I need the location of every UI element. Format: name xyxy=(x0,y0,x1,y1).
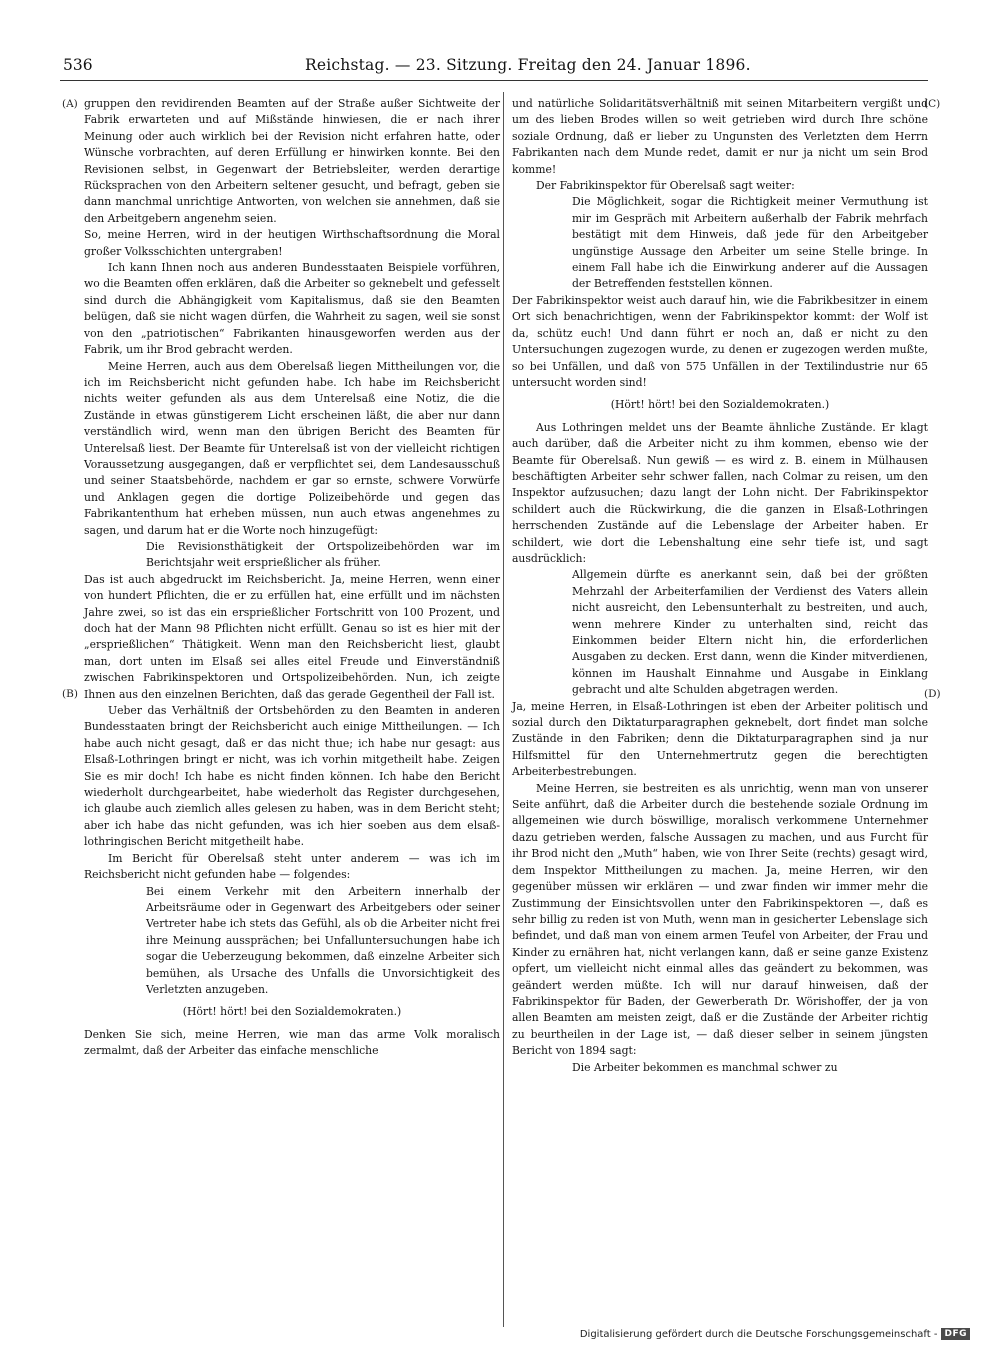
digitization-credit xyxy=(580,1324,970,1344)
paragraph: gruppen den revidirenden Beamten auf der Straße außer Sichtweite der Fabrik erwarteten und auf Mißstände hinwiesen, die er nach ihrer Meinung oder auch wirklich bei der Revision nicht erfahren hatte, oder Wünsche vorbrachten, auf deren Erfüllung er hinwirken konnte. Bei den Revisionen selbst, in Gegenwart der Betriebsleiter, werden derartige Rücksprachen von den Arbeitern seltener gesucht, und befragt, geben sie dann manchmal unrichtige Antworten, von welchen sie annehmen, daß sie den Arbeitgebern angenehm seien. xyxy=(84,97,500,225)
paragraph: Der Fabrikinspektor weist auch darauf hin, wie die Fabrikbesitzer in einem Ort sich benachrichtigen, wenn der Fabrikinspektor kommt: der Wolf ist da, schütz euch! Und dann führt er noch an, daß er nicht zu den Untersuchungen zugezogen wurde, zu denen er zugezogen werden mußte, so bei Unfällen, und daß von 575 Unfällen in der Textilindustrie nur 65 untersucht worden sind! xyxy=(512,293,928,389)
page-number: 536 xyxy=(63,56,93,74)
header-rule xyxy=(60,80,928,81)
paragraph: Das ist auch abgedruckt im Reichsbericht. Ja, meine Herren, wenn einer von hundert Pflichten, die er zu erfüllen hat, eine erfüllt und im nächsten Jahre zwei, so ist das ein ersprießlicher Fortschritt von 100 Prozent, und doch hat der Mann 98 Pflichten nicht erfüllt. Genau so ist es hier mit der „ersprießlichen“ Thätigkeit. Wenn man den Reichsbericht liest, glaubt man, dort unten im Elsaß sei alles eitel Freude und Einverständniß zwischen Fabrikinspektoren und Ortspolizeibehörden. Nun, ich zeigte Ihnen aus den einzelnen Berichten, daß das gerade Gegentheil der Fall ist. xyxy=(84,572,500,701)
paragraph: Der Fabrikinspektor für Oberelsaß sagt weiter: xyxy=(536,179,795,193)
left-column xyxy=(84,96,500,1060)
dfg-logo: DFG xyxy=(941,1328,970,1340)
interjection: (Hört! hört! bei den Sozialdemokraten.) xyxy=(182,1005,402,1019)
paragraph: Ueber das Verhältniß der Ortsbehörden zu den Beamten in anderen Bundesstaaten bringt der Reichsbericht auch einige Mittheilungen. — Ich habe auch nicht gesagt, daß er das nicht thue; ich habe nur gesagt: aus Elsaß-Lothringen bringt er nicht, was ich vorhin mitgetheilt habe. Zeigen Sie es mir doch! Ich habe es nicht finden können. Ich habe den Bericht wiederholt durchgearbeitet, habe wiederholt das Register durchgesehen, ich glaube auch ziemlich alles gelesen zu haben, was in dem Bericht steht; aber ich habe das nicht gefunden, was ich hier soeben aus dem elsaß-lothringischen Bericht mitgetheilt habe. xyxy=(84,704,500,849)
block-quote: Die Arbeiter bekommen es manchmal schwer zu xyxy=(572,1060,838,1074)
block-quote: Bei einem Verkehr mit den Arbeitern innerhalb der Arbeitsräume oder in Gegenwart des Arbeitgebers oder seiner Vertreter habe ich stets das Gefühl, als ob die Arbeiter nicht frei ihre Meinung aussprächen; bei Unfalluntersuchungen habe ich sogar die Ueberzeugung bekommen, daß einzelne Arbeiter sich bemühen, als Ursache des Unfalls die Unvorsichtigkeit des Verletzten anzugeben. xyxy=(146,884,500,996)
paragraph: Denken Sie sich, meine Herren, wie man das arme Volk moralisch zermalmt, daß der Arbeiter das einfache menschliche xyxy=(84,1027,500,1058)
paragraph: Meine Herren, auch aus dem Oberelsaß liegen Mittheilungen vor, die ich im Reichsbericht nicht gefunden habe. Ich habe im Reichsbericht nichts weiter gefunden als aus dem Unterelsaß eine Notiz, die die Zustände in etwas günstigerem Licht erscheinen läßt, die aber nur dann verständlich wird, wenn man den übrigen Bericht des Beamten für Unterelsaß liest. Der Beamte für Unterelsaß ist von der vielleicht richtigen Voraussetzung ausgegangen, daß er verpflichtet sei, dem Landesausschuß und seiner Staatsbehörde, nachdem er gar so ernste, schwere Vorwürfe und Anklagen gegen die dortige Polizeibehörde und gegen das Fabrikantenthum hat erheben müssen, nun auch etwas angenehmes zu sagen, und darum hat er die Worte noch hinzugefügt: xyxy=(84,359,500,537)
margin-mark-b: (B) xyxy=(62,688,78,700)
right-column xyxy=(512,96,928,1076)
interjection: (Hört! hört! bei den Sozialdemokraten.) xyxy=(610,398,830,412)
margin-mark-a: (A) xyxy=(62,98,78,110)
block-quote: Die Revisionsthätigkeit der Ortspolizeibehörden war im Berichtsjahr weit ersprießlicher als früher. xyxy=(146,539,500,570)
paragraph: Ich kann Ihnen noch aus anderen Bundesstaaten Beispiele vorführen, wo die Beamten offen erklären, daß die Arbeiter so geknebelt und gefesselt sind durch die Abhängigkeit vom Kapitalismus, daß sie den Beamten belügen, daß sie nicht wagen dürfen, die Wahrheit zu sagen, weil sie sonst von den „patriotischen“ Fabrikanten hinausgeworfen werden aus der Fabrik, um ihr Brod gebracht werden. xyxy=(84,261,500,357)
credit-text: Digitalisierung gefördert durch die Deutsche Forschungsgemeinschaft - xyxy=(579,1328,938,1340)
paragraph: So, meine Herren, wird in der heutigen Wirthschaftsordnung die Moral großer Volksschichten untergraben! xyxy=(84,228,500,258)
margin-mark-c: (C) xyxy=(924,98,941,110)
block-quote: Die Möglichkeit, sogar die Richtigkeit meiner Vermuthung ist mir im Gespräch mit Arbeitern außerhalb der Fabrik mehrfach bestätigt mit dem Hinweis, daß jede für den Arbeitgeber ungünstige Aussage den Arbeiter um seine Stelle bringe. In einem Fall habe ich die Einwirkung anderer auf die Aussagen der Betreffenden feststellen können. xyxy=(572,195,928,291)
running-title: Reichstag. — 23. Sitzung. Freitag den 24. Januar 1896. xyxy=(305,56,751,74)
paragraph: Meine Herren, sie bestreiten es als unrichtig, wenn man von unserer Seite anführt, daß die Arbeiter durch die bestehende soziale Ordnung im allgemeinen wie durch böswillige, moralisch verkommene Unternehmer dazu getrieben werden, falsche Aussagen zu machen, und aus Furcht für ihr Brod nicht den „Muth“ haben, wie von Ihrer Seite (rechts) gesagt wird, dem Inspektor Mittheilungen zu machen. Ja, meine Herren, wir den gegenüber müssen wir erklären — und zwar finden wir immer mehr die Zustimmung der Einsichtsvollen unter den Fabrikinspektoren —, daß es sehr billig zu reden ist von Muth, wenn man in gesicherter Lebenslage sich befindet, und daß man von einem armen Teufel von Arbeiter, der Frau und Kinder zu ernähren hat, nicht verlangen kann, daß er seine ganze Existenz opfert, um vielleicht nicht einmal alles das geändert zu bekommen, was geändert werden müßte. Ich will nur darauf hinweisen, daß der Fabrikinspektor für Baden, der Gewerberath Dr. Wörishoffer, der ja von allen Beamten am meisten zeigt, daß er die Zustände der Arbeiter richtig zu beurtheilen in der Lage ist, — daß dieser selber in seinem jüngsten Bericht von 1894 sagt: xyxy=(512,781,928,1058)
paragraph: Ja, meine Herren, in Elsaß-Lothringen ist eben der Arbeiter politisch und sozial durch den Diktaturparagraphen geknebelt, dort findet man solche Zustände in den Fabriken; denn die Diktaturparagraphen sind ja nur Hilfsmittel für den Unternehmertrutz gegen die berechtigten Arbeiterbestrebungen. xyxy=(512,699,928,779)
paragraph: und natürliche Solidaritätsverhältniß mit seinen Mitarbeitern vergißt und um des lieben Brodes willen so weit getrieben wird durch Ihre schöne soziale Ordnung, daß er lieber zu Ungunsten des Verletzten dem Herrn Fabrikanten nach dem Munde redet, damit er nur ja nicht um sein Brod komme! xyxy=(512,97,928,176)
page-header xyxy=(60,52,751,78)
paragraph: Aus Lothringen meldet uns der Beamte ähnliche Zustände. Er klagt auch darüber, daß die Arbeiter nicht zu ihm kommen, ebenso wie der Beamte für Oberelsaß. Nun gewiß — es wird z. B. einem in Mülhausen beschäftigten Arbeiter sehr schwer fallen, nach Colmar zu reisen, um den Inspektor aufzusuchen; dazu langt der Lohn nicht. Der Fabrikinspektor schildert auch die Rückwirkung, die die ganzen in Elsaß-Lothringen herrschenden Zustände auf die Lebenslage der Arbeiter haben. Er schildert, wie dort die Lebenshaltung eine sehr tiefe ist, und sagt ausdrücklich: xyxy=(512,420,928,565)
margin-mark-d: (D) xyxy=(924,688,941,700)
paragraph: Im Bericht für Oberelsaß steht unter anderem — was ich im Reichsbericht nicht gefunden habe — folgendes: xyxy=(84,851,500,882)
block-quote: Allgemein dürfte es anerkannt sein, daß bei der größten Mehrzahl der Arbeiterfamilien der Verdienst des Vaters allein nicht ausreicht, den Lebensunterhalt zu bestreiten, und auch, wenn mehrere Kinder zu unterhalten sind, reicht das Einkommen beider Eltern nicht hin, die erforderlichen Ausgaben zu decken. Erst dann, wenn die Kinder mitverdienen, können im Haushalt Einnahme und Ausgabe in Einklang gebracht und alte Schulden abgetragen werden. xyxy=(572,568,928,697)
column-divider xyxy=(503,92,504,1327)
